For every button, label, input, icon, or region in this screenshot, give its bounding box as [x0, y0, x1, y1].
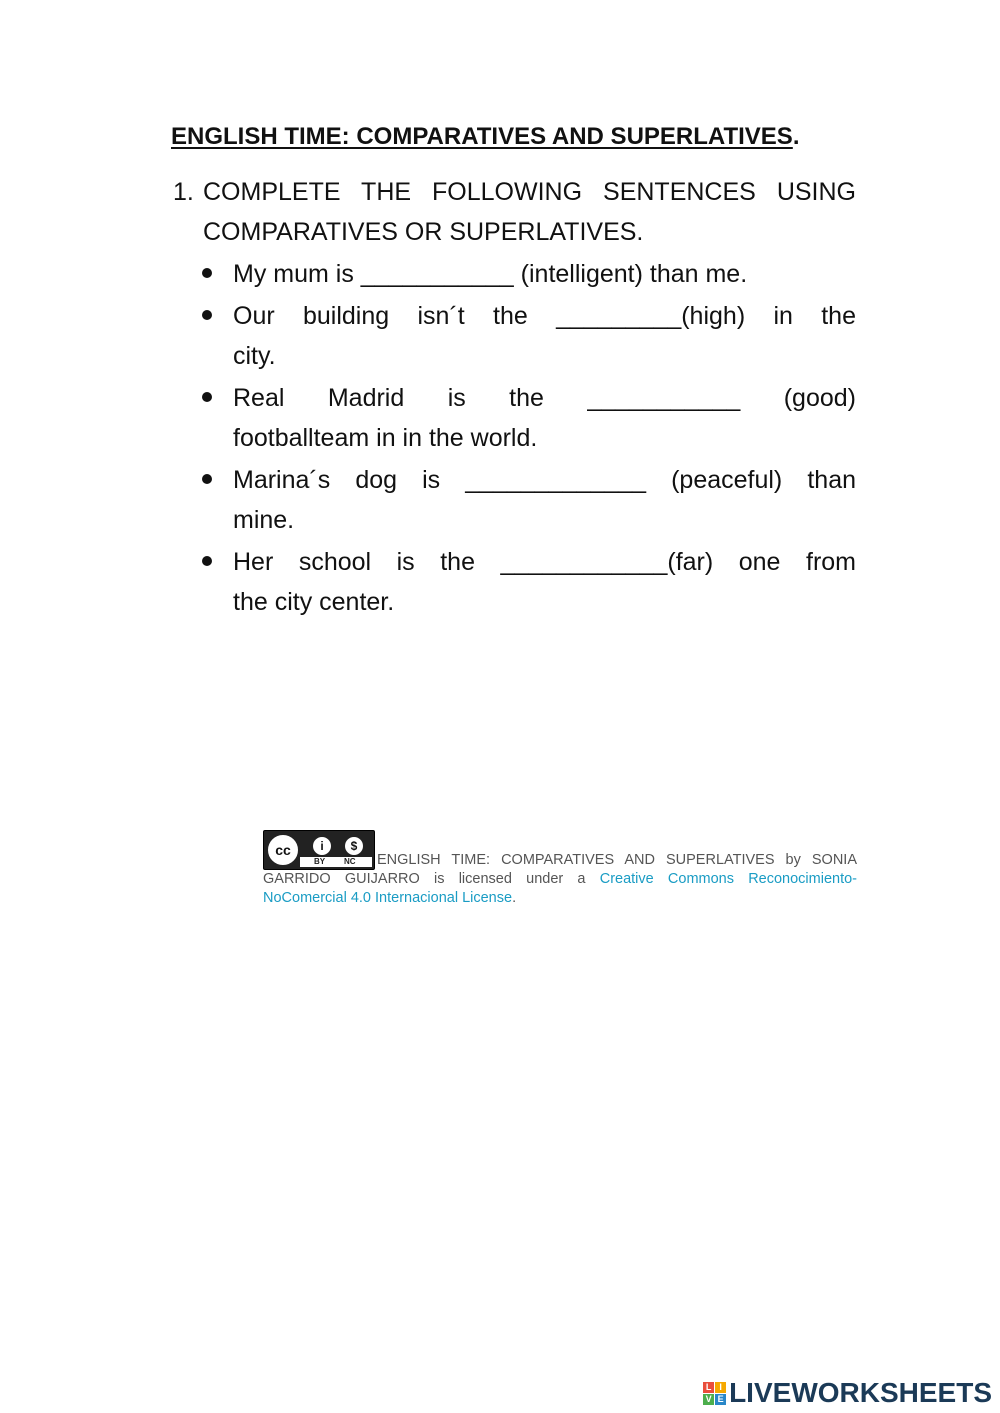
worksheet-title	[171, 121, 799, 153]
sentence-line-2: the city center.	[233, 588, 395, 616]
cc-license-badge[interactable]	[263, 830, 375, 870]
worksheet-title-period: .	[792, 123, 800, 150]
license-line-1	[377, 851, 857, 870]
cc-by-label: BY	[314, 857, 326, 866]
license-link-part-2[interactable]: NoComercial 4.0 Internacional License	[263, 890, 513, 906]
logo-letter-v: V	[703, 1394, 714, 1405]
sentence-line-1: Marina´s dog is _____________ (peaceful) than	[233, 466, 856, 494]
sentence-line-2: mine.	[233, 506, 295, 534]
worksheet-title-text: ENGLISH TIME: COMPARATIVES AND SUPERLATIVES	[171, 123, 793, 150]
logo-letter-l: L	[703, 1382, 714, 1393]
liveworksheets-wordmark: LIVEWORKSHEETS	[729, 1377, 992, 1408]
cc-badge-band	[300, 857, 372, 867]
liveworksheets-logo[interactable]	[703, 1377, 992, 1409]
bullet-icon	[202, 556, 212, 566]
sentence-item-5	[233, 542, 856, 622]
license-author-rest: GARRIDO GUIJARRO	[263, 871, 420, 887]
exercise-instruction	[173, 172, 856, 252]
sentence-line-1: Real Madrid is the ___________ (good)	[233, 384, 856, 412]
license-end: .	[512, 890, 517, 906]
liveworksheets-mark-icon	[703, 1382, 726, 1405]
license-by: by	[785, 852, 801, 868]
instruction-line-2: COMPARATIVES OR SUPERLATIVES.	[203, 218, 644, 246]
license-work-title: ENGLISH TIME: COMPARATIVES AND SUPERLATIVES	[377, 852, 775, 868]
attribution-icon: i	[310, 834, 334, 858]
sentence-list	[173, 254, 856, 622]
sentence-item-4	[233, 460, 856, 540]
sentence-line-1: Our building isn´t the _________(high) in the	[233, 302, 856, 330]
logo-letter-i: I	[715, 1382, 726, 1393]
license-line-2	[263, 870, 857, 889]
exercise-instruction-text	[203, 172, 856, 252]
sentence-line-2: footballteam in in the world.	[233, 424, 538, 452]
sentence-line-1: Her school is the ____________(far) one from	[233, 548, 856, 576]
exercise-1	[173, 172, 856, 624]
license-notice	[263, 830, 857, 908]
logo-letter-e: E	[715, 1394, 726, 1405]
license-author-first: SONIA	[811, 852, 857, 868]
exercise-number: 1.	[173, 178, 194, 206]
cc-nc-label: NC	[344, 857, 356, 866]
sentence-line-2: city.	[233, 342, 276, 370]
cc-icon: cc	[265, 832, 301, 868]
bullet-icon	[202, 392, 212, 402]
sentence-item-2	[233, 296, 856, 376]
license-link-part-1[interactable]: Creative Commons Reconocimiento-	[599, 871, 858, 887]
bullet-icon	[202, 310, 212, 320]
license-line-3	[263, 890, 516, 906]
sentence-item-1	[233, 254, 856, 294]
license-licensed-text: is licensed under a	[434, 871, 586, 887]
sentence-line-1: My mum is ___________ (intelligent) than me.	[233, 260, 748, 288]
instruction-line-1: COMPLETE THE FOLLOWING SENTENCES USING	[203, 178, 856, 206]
bullet-icon	[202, 268, 212, 278]
sentence-item-3	[233, 378, 856, 458]
noncommercial-icon: $	[342, 834, 366, 858]
bullet-icon	[202, 474, 212, 484]
